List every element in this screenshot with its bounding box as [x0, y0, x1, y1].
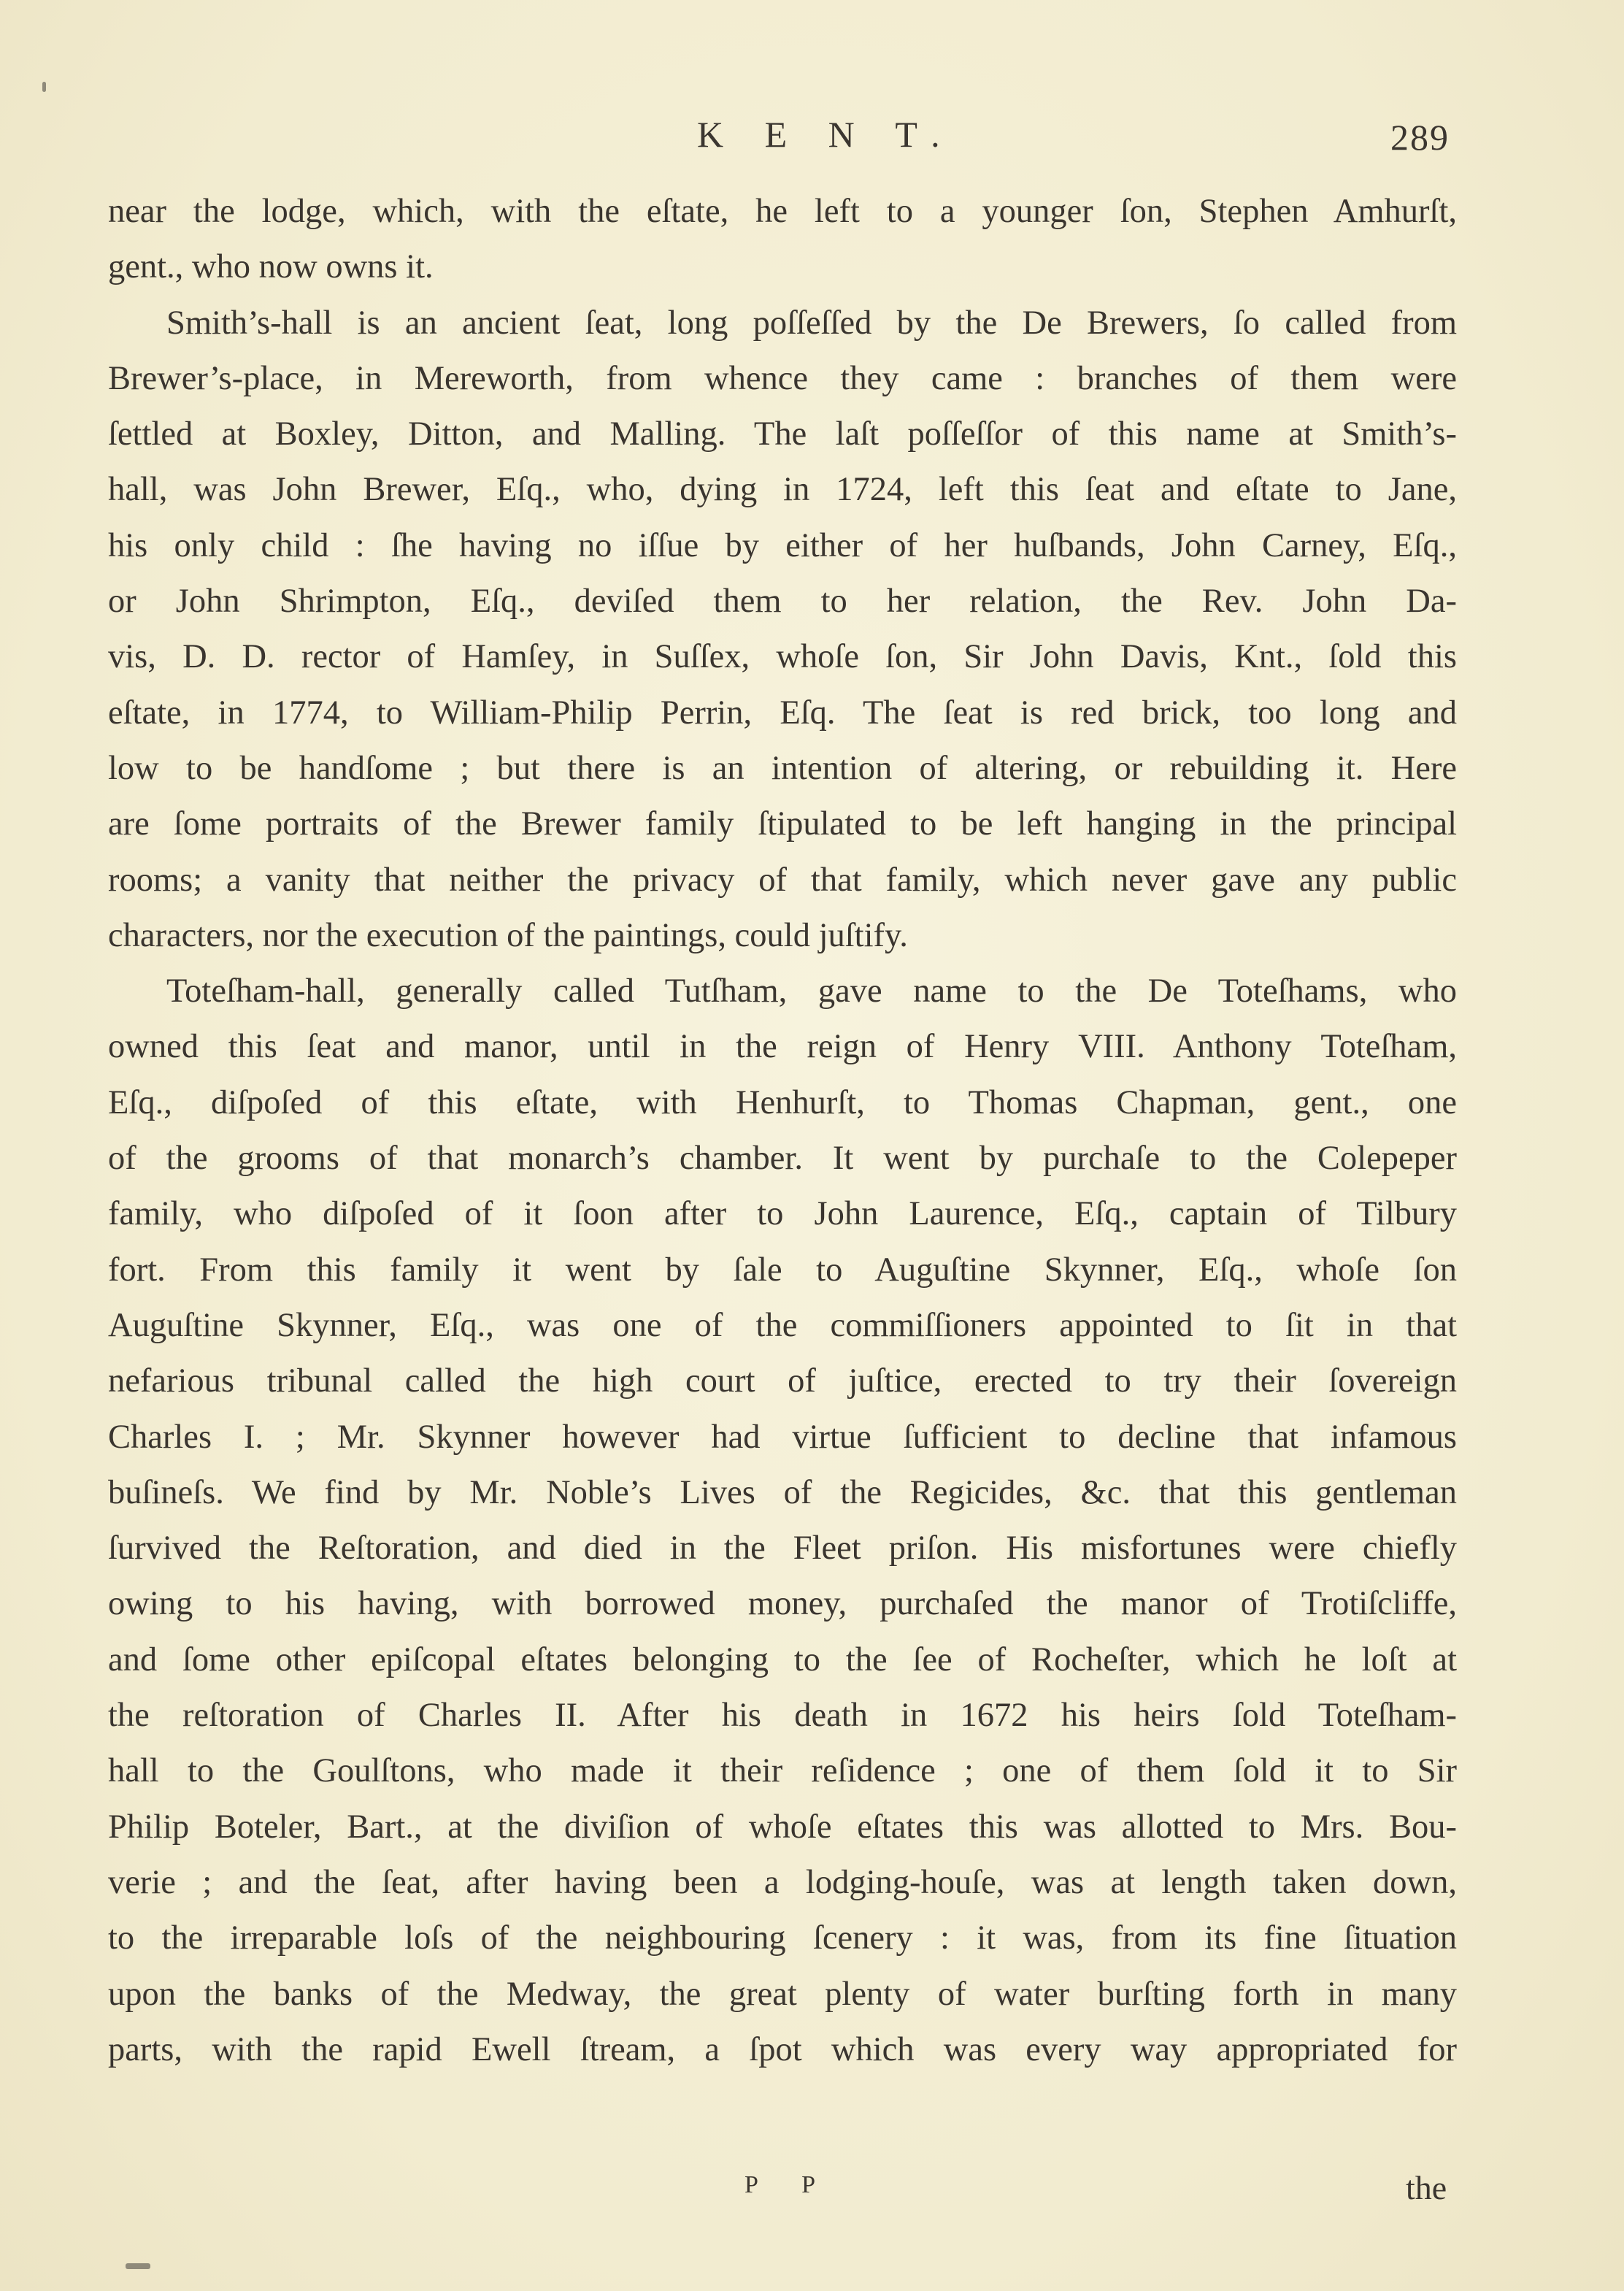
text-line: Philip Boteler, Bart., at the diviſion of whoſe eſtates this was allotted to Mrs. Bou- — [108, 1808, 1457, 1846]
text-line: vis, D. D. rector of Hamſey, in Suſſex, whoſe ſon, Sir John Davis, Knt., ſold this — [108, 638, 1457, 676]
text-line: upon the banks of the Medway, the great plenty of water burſting forth in many — [108, 1975, 1457, 2013]
text-line: Auguſtine Skynner, Eſq., was one of the commiſſioners appointed to ſit in that — [108, 1306, 1457, 1344]
text-line: ſettled at Boxley, Ditton, and Malling. The laſt poſſeſſor of this name at Smith’s- — [108, 415, 1457, 453]
running-title: K E N T. — [697, 114, 956, 155]
text-line: Toteſham-hall, generally called Tutſham, gave name to the De Toteſhams, who — [166, 972, 1457, 1010]
text-line: of the grooms of that monarch’s chamber. It went by purchaſe to the Colepeper — [108, 1140, 1457, 1178]
text-line: nefarious tribunal called the high court of juſtice, erected to try their ſovereign — [108, 1362, 1457, 1400]
text-line: are ſome portraits of the Brewer family ſtipulated to be left hanging in the principal — [108, 805, 1457, 843]
text-line: hall, was John Brewer, Eſq., who, dying in 1724, left this ſeat and eſtate to Jane, — [108, 471, 1457, 509]
page-number: 289 — [1390, 117, 1450, 158]
text-line: rooms; a vanity that neither the privacy of that family, which never gave any public — [108, 861, 1457, 899]
text-line: fort. From this family it went by ſale to Auguſtine Skynner, Eſq., whoſe ſon — [108, 1251, 1457, 1289]
text-line: to the irreparable loſs of the neighbouring ſcenery : it was, from its fine ſituation — [108, 1919, 1457, 1957]
text-line: his only child : ſhe having no iſſue by either of her huſbands, John Carney, Eſq., — [108, 526, 1457, 564]
text-line: near the lodge, which, with the eſtate, he left to a younger ſon, Stephen Amhurſt, — [108, 193, 1457, 230]
text-line: Eſq., diſpoſed of this eſtate, with Henhurſt, to Thomas Chapman, gent., one — [108, 1083, 1457, 1121]
running-head — [0, 113, 1624, 172]
text-line: gent., who now owns it. — [108, 248, 434, 286]
catchword: the — [1406, 2169, 1447, 2206]
text-line: eſtate, in 1774, to William-Philip Perrin, Eſq. The ſeat is red brick, too long and — [108, 694, 1457, 732]
text-line: Charles I. ; Mr. Skynner however had virtue ſufficient to decline that infamous — [108, 1418, 1457, 1456]
body-text — [108, 184, 1457, 2078]
signature-mark: P P — [744, 2171, 835, 2198]
text-line: Smith’s-hall is an ancient ſeat, long poſſeſſed by the De Brewers, ſo called from — [166, 304, 1457, 342]
text-line: hall to the Goulſtons, who made it their reſidence ; one of them ſold it to Sir — [108, 1752, 1457, 1790]
text-line: Brewer’s-place, in Mereworth, from whence they came : branches of them were — [108, 359, 1457, 397]
text-line: buſineſs. We find by Mr. Noble’s Lives of the Regicides, &c. that this gentleman — [108, 1473, 1457, 1511]
text-line: parts, with the rapid Ewell ſtream, a ſpot which was every way appropriated for — [108, 2030, 1457, 2068]
text-line: and ſome other epiſcopal eſtates belonging to the ſee of Rocheſter, which he loſt at — [108, 1640, 1457, 1678]
page-footer — [0, 2168, 1624, 2219]
text-line: characters, nor the execution of the paintings, could juſtify. — [108, 916, 908, 954]
text-line: or John Shrimpton, Eſq., deviſed them to her relation, the Rev. John Da- — [108, 583, 1457, 621]
text-line: verie ; and the ſeat, after having been a lodging-houſe, was at length taken down, — [108, 1863, 1457, 1901]
text-line: ſurvived the Reſtoration, and died in the Fleet priſon. His misfortunes were chiefly — [108, 1530, 1457, 1567]
text-line: owned this ſeat and manor, until in the reign of Henry VIII. Anthony Toteſham, — [108, 1028, 1457, 1066]
text-line: the reſtoration of Charles II. After his death in 1672 his heirs ſold Toteſham- — [108, 1697, 1457, 1735]
ink-speck — [126, 2263, 150, 2269]
text-line: owing to his having, with borrowed money, purchaſed the manor of Trotiſcliffe, — [108, 1585, 1457, 1623]
text-line: low to be handſome ; but there is an intention of altering, or rebuilding it. Here — [108, 749, 1457, 787]
ink-speck — [42, 82, 46, 92]
text-line: family, who diſpoſed of it ſoon after to John Laurence, Eſq., captain of Tilbury — [108, 1195, 1457, 1233]
